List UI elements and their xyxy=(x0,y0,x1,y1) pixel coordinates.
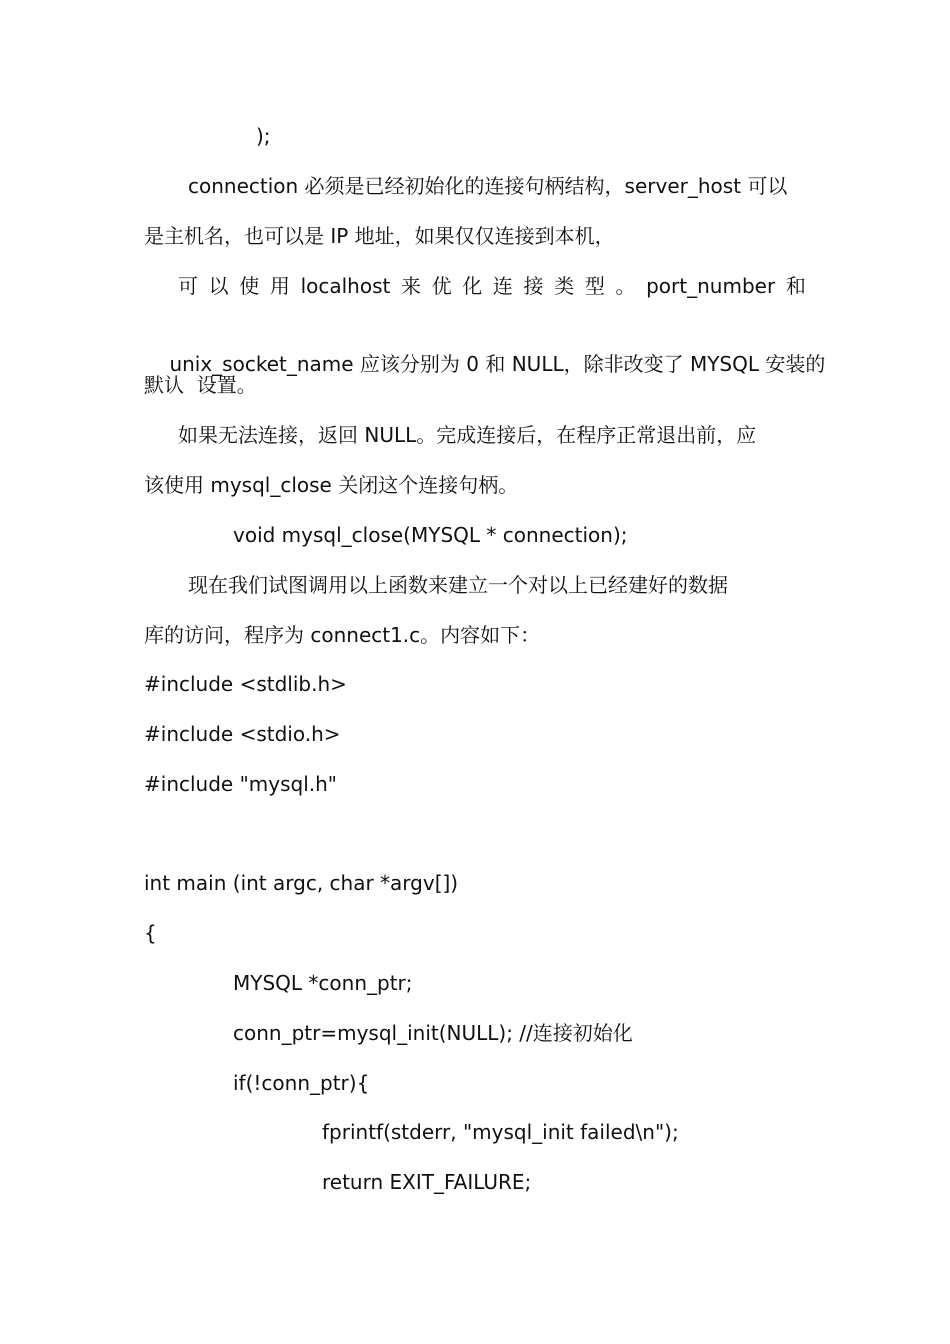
paragraph-line: 默认 设置。 xyxy=(144,373,257,397)
text-fragment: unix_socket_name 应该分别为 0 和 NULL，除非改变了 MYSQL 安装的 xyxy=(169,352,826,376)
text-fragment: 。 xyxy=(615,274,636,298)
text-fragment: localhost xyxy=(300,274,391,298)
text-fragment: 型 xyxy=(584,274,605,298)
text-fragment: 来 xyxy=(400,274,421,298)
paragraph-line: 是主机名，也可以是 IP 地址，如果仅仅连接到本机， xyxy=(144,224,615,248)
code-closing-paren: ); xyxy=(256,124,271,148)
paragraph-line-justified xyxy=(178,272,806,300)
code-line: void mysql_close(MYSQL * connection); xyxy=(233,523,628,547)
text-fragment: 连 xyxy=(492,274,513,298)
text-fragment: 接 xyxy=(523,274,544,298)
text-fragment: 以 xyxy=(208,274,229,298)
text-fragment: 化 xyxy=(462,274,483,298)
text-fragment: 和 xyxy=(785,274,806,298)
code-line: #include "mysql.h" xyxy=(144,772,337,796)
code-line: conn_ptr=mysql_init(NULL); //连接初始化 xyxy=(233,1021,633,1045)
code-line: return EXIT_FAILURE; xyxy=(322,1170,532,1194)
text-fragment: 用 xyxy=(269,274,290,298)
code-line: int main (int argc, char *argv[]) xyxy=(144,871,459,895)
text-fragment: 可 xyxy=(178,274,198,298)
text-fragment: 使 xyxy=(239,274,260,298)
text-fragment: port_number xyxy=(646,274,776,298)
code-line: { xyxy=(144,921,157,945)
text-fragment: 类 xyxy=(554,274,575,298)
text-fragment: 优 xyxy=(431,274,452,298)
code-line: MYSQL *conn_ptr; xyxy=(233,971,413,995)
paragraph-line: 如果无法连接，返回 NULL。完成连接后，在程序正常退出前，应 xyxy=(178,423,757,447)
code-line: #include <stdlib.h> xyxy=(144,672,347,696)
paragraph-line: 现在我们试图调用以上函数来建立一个对以上已经建好的数据 xyxy=(188,573,728,597)
code-line: fprintf(stderr, "mysql_init failed\n"); xyxy=(322,1120,679,1144)
paragraph-line: connection 必须是已经初始化的连接句柄结构，server_host 可以 xyxy=(188,174,788,198)
paragraph-line: 该使用 mysql_close 关闭这个连接句柄。 xyxy=(144,473,519,497)
paragraph-line: 库的访问，程序为 connect1.c。内容如下： xyxy=(144,623,541,647)
code-line: #include <stdio.h> xyxy=(144,722,341,746)
code-line: if(!conn_ptr){ xyxy=(233,1071,370,1095)
